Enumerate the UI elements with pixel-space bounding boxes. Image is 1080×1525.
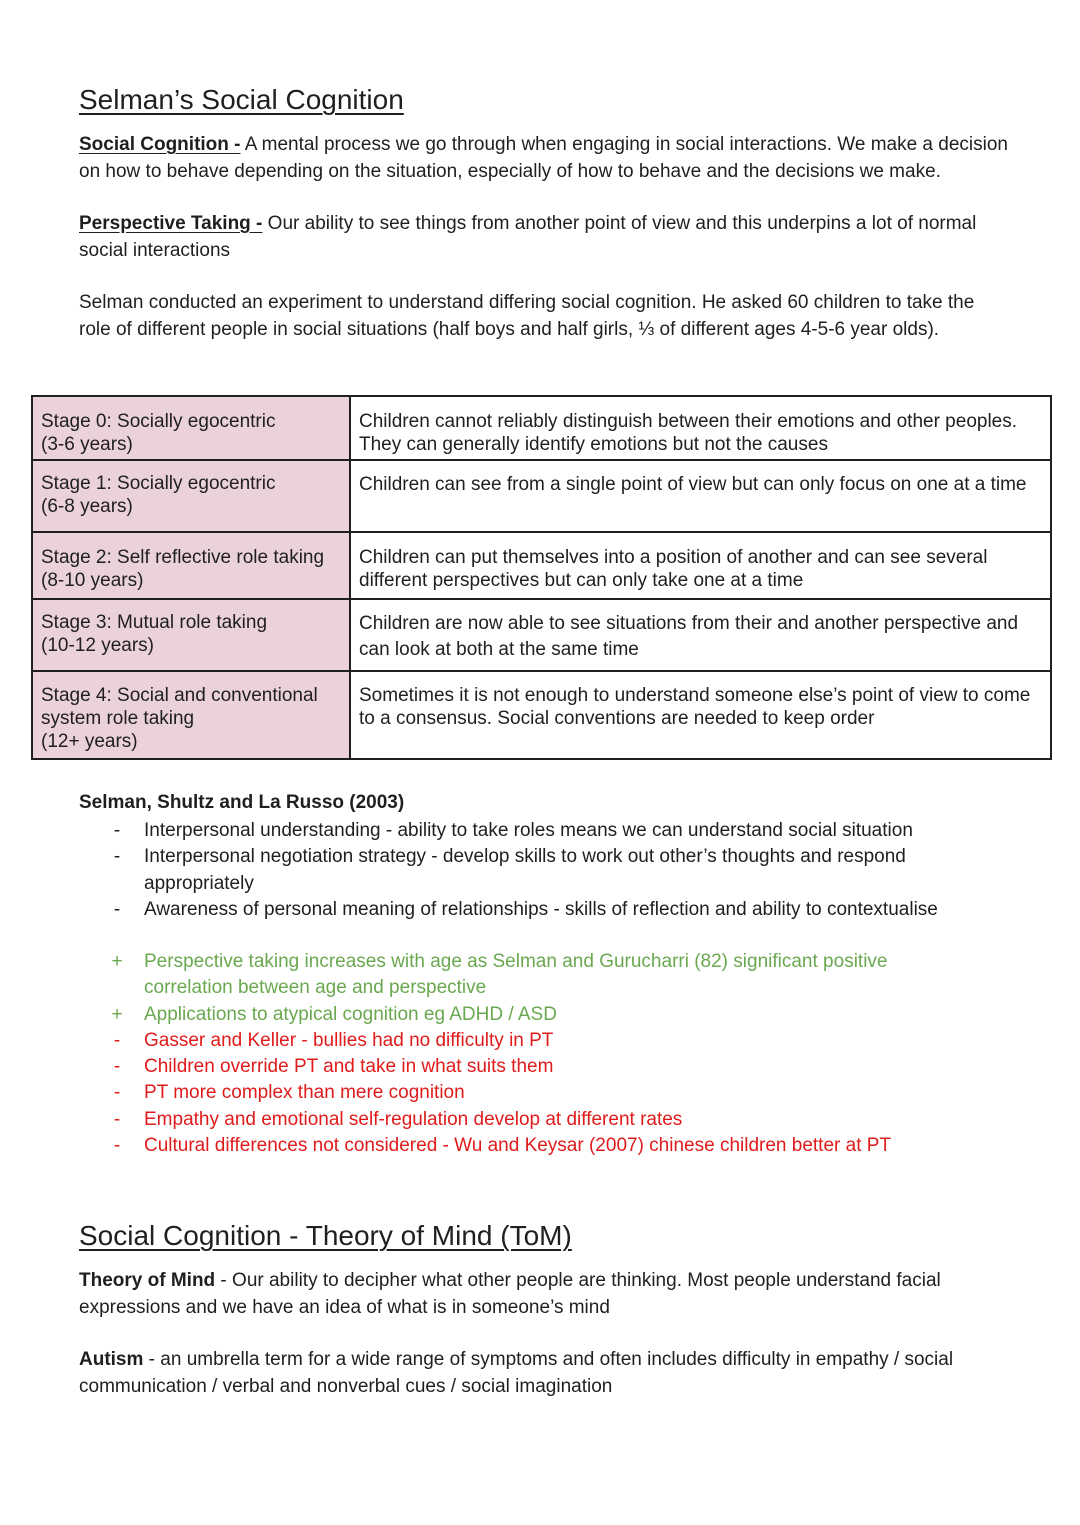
plus-bullet: +: [111, 951, 123, 972]
table-row: [32, 460, 1051, 532]
strength-item: [0, 1002, 1000, 1028]
strength-item: [0, 949, 1000, 1002]
study-points-list: [0, 818, 1000, 923]
definition-social-cognition: [79, 132, 1009, 185]
dash-bullet: -: [113, 846, 121, 868]
table-row: [32, 532, 1051, 599]
stage-name: Stage 1: Socially egocentric: [41, 473, 276, 494]
table-row: [32, 671, 1051, 759]
weakness-item: [0, 1054, 1000, 1080]
study-heading: Selman, Shultz and La Russo (2003): [79, 792, 405, 813]
experiment-paragraph: Selman conducted an experiment to understand differing social cognition. He asked 60 children to take the role of different people in social situations (half boys and half girls, ⅓ of different ages 4-5-6 year olds).: [79, 292, 975, 340]
list-item-text: Interpersonal understanding - ability to take roles means we can understand social situation: [144, 820, 913, 841]
stage-cell: [32, 460, 350, 532]
list-item-text: PT more complex than mere cognition: [144, 1082, 465, 1104]
stage-cell: [32, 532, 350, 599]
term-social-cognition: Social Cognition -: [79, 134, 241, 155]
section-title-theory-of-mind: Social Cognition - Theory of Mind (ToM): [79, 1220, 572, 1251]
dash-bullet: -: [113, 898, 121, 920]
stage-name: Stage 2: Self reflective role taking: [41, 547, 325, 568]
stage-name: Stage 0: Socially egocentric: [41, 411, 276, 432]
stage-age: (10-12 years): [41, 635, 154, 656]
stage-cell: [32, 671, 350, 759]
dash-bullet: -: [113, 820, 121, 841]
list-item-text: Interpersonal negotiation strategy - develop skills to work out other’s thoughts and respond appropriately: [144, 846, 906, 894]
weakness-item: [0, 1133, 1000, 1159]
list-item-text: Applications to atypical cognition eg ADHD / ASD: [144, 1003, 557, 1025]
definition-text: A mental process we go through when engaging in social interactions. We make a decision on how to behave depending on the situation, especially of how to behave and the decisions we make.: [79, 134, 1008, 182]
stage-description: Children can see from a single point of view but can only focus on one at a time: [350, 460, 1051, 532]
stage-age: (6-8 years): [41, 496, 133, 517]
definition-text: - Our ability to decipher what other people are thinking. Most people understand facial expressions and we have an idea of what is in someone’s mind: [79, 1270, 941, 1318]
dash-bullet: -: [113, 1082, 121, 1104]
stage-age: (8-10 years): [41, 570, 144, 591]
list-item-text: Awareness of personal meaning of relationships - skills of reflection and ability to contextualise: [144, 898, 938, 920]
stage-age: (3-6 years): [41, 434, 133, 455]
stage-name: Stage 4: Social and conventional system role taking: [41, 685, 318, 729]
stage-description: Sometimes it is not enough to understand someone else’s point of view to come to a consensus. Social conventions are needed to keep order: [350, 671, 1051, 759]
list-item: [0, 818, 1000, 844]
evaluation-list: [0, 949, 1000, 1159]
definition-autism: [79, 1347, 1009, 1400]
list-item-text: Children override PT and take in what suits them: [144, 1056, 554, 1078]
list-item-text: Empathy and emotional self-regulation develop at different rates: [144, 1108, 683, 1130]
stage-cell: [32, 599, 350, 671]
plus-bullet: +: [111, 1003, 123, 1025]
list-item-text: Gasser and Keller - bullies had no difficulty in PT: [144, 1029, 554, 1051]
term-theory-of-mind: Theory of Mind: [79, 1270, 216, 1291]
definition-theory-of-mind: [79, 1268, 1009, 1321]
weakness-item: [0, 1107, 1000, 1133]
table-row: [32, 599, 1051, 671]
dash-bullet: -: [113, 1135, 121, 1157]
stage-description: Children are now able to see situations from their and another perspective and can look at both at the same time: [350, 599, 1051, 671]
stage-description: Children can put themselves into a position of another and can see several different perspectives but can only take one at a time: [350, 532, 1051, 599]
table-row: [32, 396, 1051, 460]
stage-description: Children cannot reliably distinguish between their emotions and other peoples. They can generally identify emotions but not the causes: [350, 396, 1051, 460]
list-item: [0, 844, 1000, 897]
term-perspective-taking: Perspective Taking -: [79, 213, 263, 234]
list-item: [0, 897, 1000, 923]
definition-text: Our ability to see things from another point of view and this underpins a lot of normal social interactions: [79, 213, 977, 261]
weakness-item: [0, 1028, 1000, 1054]
dash-bullet: -: [113, 1029, 121, 1051]
dash-bullet: -: [113, 1108, 121, 1130]
list-item-text: Perspective taking increases with age as Selman and Gurucharri (82) significant positive correlation between age and perspective: [144, 951, 888, 999]
stages-table: [31, 395, 1052, 760]
term-autism: Autism: [79, 1349, 144, 1370]
stage-cell: [32, 396, 350, 460]
list-item-text: Cultural differences not considered - Wu and Keysar (2007) chinese children better at PT: [144, 1135, 892, 1157]
definition-text: - an umbrella term for a wide range of symptoms and often includes difficulty in empathy / social communication / verbal and nonverbal cues / social imagination: [79, 1349, 954, 1397]
definition-perspective-taking: [79, 211, 1009, 264]
section-title-selman: Selman’s Social Cognition: [79, 84, 404, 115]
stage-name: Stage 3: Mutual role taking: [41, 612, 268, 633]
dash-bullet: -: [113, 1056, 121, 1078]
stage-age: (12+ years): [41, 731, 138, 752]
weakness-item: [0, 1080, 1000, 1106]
